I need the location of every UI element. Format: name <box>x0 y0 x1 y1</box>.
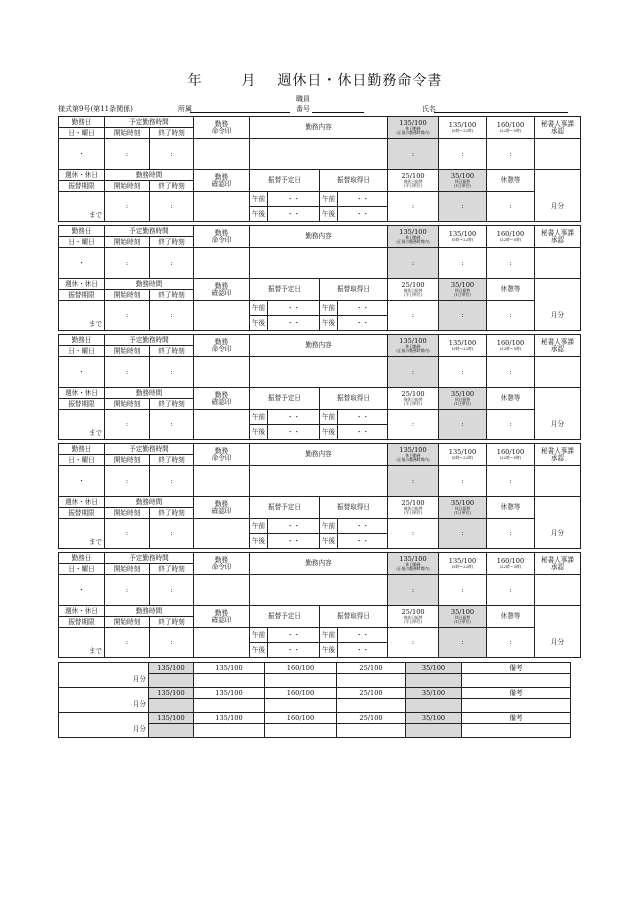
order-seal-header: 勤務 命令印 <box>194 553 250 575</box>
rate-25-header: 25/100 週休日振替 (半日単位) <box>388 279 439 301</box>
order-seal-header: 勤務 命令印 <box>194 335 250 357</box>
take-am-date[interactable]: ・・ <box>338 519 388 534</box>
confirm-seal-header: 勤務 確認印 <box>194 606 250 628</box>
take-am-label: 午前 <box>320 519 338 534</box>
work-content-cell[interactable] <box>250 248 388 279</box>
until-cell[interactable]: まで <box>59 628 105 658</box>
rate-135-header: 135/100 休日勤務 (正規の勤務時間内) <box>388 553 439 575</box>
plan-am-date[interactable]: ・・ <box>268 519 320 534</box>
plan-pm-date[interactable]: ・・ <box>268 534 320 549</box>
summary-val-35[interactable] <box>406 724 462 738</box>
approval-cell[interactable] <box>535 575 581 606</box>
holiday-header: 週休・休日 <box>59 606 105 617</box>
take-pm-label: 午後 <box>320 425 338 440</box>
rate-35-cell[interactable]: : <box>439 519 487 549</box>
work-day-header: 勤務日 <box>59 553 105 564</box>
order-block <box>58 116 581 222</box>
work-hours-header: 勤務時間 <box>105 279 194 290</box>
until-cell[interactable]: まで <box>59 301 105 331</box>
holiday-header: 週休・休日 <box>59 388 105 399</box>
sub-take-header: 振替取得日 <box>320 279 388 301</box>
summary-val-25[interactable] <box>337 674 406 688</box>
order-block <box>58 552 581 658</box>
take-pm-date[interactable]: ・・ <box>338 425 388 440</box>
order-block <box>58 225 581 331</box>
rate-160-header: 160/100 (22時〜5時) <box>487 553 535 575</box>
approval-cell[interactable] <box>535 248 581 279</box>
rate-35-header: 35/100 休日振替 (1日単位) <box>439 170 487 192</box>
end-time-header-2: 終了時刻 <box>150 399 194 410</box>
planned-time-header: 予定勤務時間 <box>105 553 194 564</box>
end-time-cell[interactable]: : <box>150 575 194 606</box>
end-time-cell-2[interactable]: : <box>150 519 194 549</box>
rate-35-header: 35/100 休日振替 (1日単位) <box>439 388 487 410</box>
sub-take-header: 振替取得日 <box>320 170 388 192</box>
work-day-cell[interactable]: ・ <box>59 139 105 170</box>
end-time-header: 終了時刻 <box>150 564 194 575</box>
end-time-header: 終了時刻 <box>150 346 194 357</box>
rest-header: 休憩等 <box>487 497 535 519</box>
holiday-header: 週休・休日 <box>59 279 105 290</box>
summary-rate-135b: 135/100 <box>194 663 265 674</box>
order-seal-cell[interactable] <box>194 139 250 170</box>
rate-25-header: 25/100 週休日振替 (半日単位) <box>388 606 439 628</box>
rate-135-cell[interactable]: : <box>388 248 439 279</box>
rate-135-header: 135/100 休日勤務 (正規の勤務時間内) <box>388 226 439 248</box>
plan-am-label: 午前 <box>250 410 268 425</box>
rest-header: 休憩等 <box>487 279 535 301</box>
take-am-date[interactable]: ・・ <box>338 410 388 425</box>
work-hours-header: 勤務時間 <box>105 497 194 508</box>
work-content-cell[interactable] <box>250 466 388 497</box>
plan-pm-label: 午後 <box>250 534 268 549</box>
order-block <box>58 334 581 440</box>
summary-val-25[interactable] <box>337 699 406 713</box>
summary-val-135[interactable] <box>149 699 194 713</box>
approval-header: 秘書人事課 承認 <box>535 226 581 248</box>
confirm-seal-cell[interactable] <box>194 628 250 658</box>
confirm-seal-header: 勤務 確認印 <box>194 497 250 519</box>
rate-35-cell[interactable]: : <box>439 301 487 331</box>
start-time-cell-2[interactable]: : <box>105 519 150 549</box>
plan-am-date[interactable]: ・・ <box>268 628 320 643</box>
summary-remarks-header: 備考 <box>462 663 571 674</box>
staff-label-1: 職員 <box>296 95 310 103</box>
title-main: 週休日・休日勤務命令書 <box>277 73 443 89</box>
summary-rate-160: 160/100 <box>265 663 337 674</box>
rate-160-cell[interactable]: : <box>487 357 535 388</box>
take-am-date[interactable]: ・・ <box>338 192 388 207</box>
approval-cell[interactable] <box>535 357 581 388</box>
summary-month-cell[interactable]: 月分 <box>59 663 149 688</box>
plan-pm-date[interactable]: ・・ <box>268 316 320 331</box>
take-pm-label: 午後 <box>320 534 338 549</box>
start-time-cell-2[interactable]: : <box>105 192 150 222</box>
rest-cell[interactable]: : <box>487 410 535 440</box>
start-time-header-2: 開始時刻 <box>105 290 150 301</box>
work-content-cell[interactable] <box>250 357 388 388</box>
take-pm-date[interactable]: ・・ <box>338 316 388 331</box>
sub-limit-header: 振替期限 <box>59 290 105 301</box>
start-time-header: 開始時刻 <box>105 128 150 139</box>
rate-25-cell[interactable]: : <box>388 628 439 658</box>
title-year: 年 <box>187 73 203 89</box>
approval-header: 秘書人事課 承認 <box>535 117 581 139</box>
order-block <box>58 443 581 549</box>
rate-135-cell[interactable]: : <box>388 466 439 497</box>
end-time-cell[interactable]: : <box>150 357 194 388</box>
start-time-cell[interactable]: : <box>105 248 150 279</box>
sub-plan-header: 振替予定日 <box>250 388 320 410</box>
summary-rate-135: 135/100 <box>149 713 194 724</box>
plan-am-label: 午前 <box>250 628 268 643</box>
rest-header: 休憩等 <box>487 170 535 192</box>
rate-160-cell[interactable]: : <box>487 466 535 497</box>
summary-val-135[interactable] <box>149 674 194 688</box>
work-content-header: 勤務内容 <box>250 553 388 575</box>
plan-am-label: 午前 <box>250 519 268 534</box>
document-title <box>0 70 630 90</box>
confirm-seal-header: 勤務 確認印 <box>194 279 250 301</box>
day-week-header: 日・曜日 <box>59 455 105 466</box>
work-day-header: 勤務日 <box>59 335 105 346</box>
holiday-header: 週休・休日 <box>59 170 105 181</box>
summary-remarks-cell[interactable] <box>462 699 571 713</box>
start-time-header-2: 開始時刻 <box>105 399 150 410</box>
start-time-cell-2[interactable]: : <box>105 628 150 658</box>
approval-header: 秘書人事課 承認 <box>535 553 581 575</box>
summary-remarks-cell[interactable] <box>462 724 571 738</box>
rate-160-cell[interactable]: : <box>487 575 535 606</box>
sub-plan-header: 振替予定日 <box>250 279 320 301</box>
start-time-header: 開始時刻 <box>105 564 150 575</box>
rate-35-header: 35/100 休日振替 (1日単位) <box>439 279 487 301</box>
plan-am-date[interactable]: ・・ <box>268 192 320 207</box>
planned-time-header: 予定勤務時間 <box>105 117 194 128</box>
approval-header: 秘書人事課 承認 <box>535 444 581 466</box>
rest-cell[interactable]: : <box>487 301 535 331</box>
rate-35-cell[interactable]: : <box>439 410 487 440</box>
work-hours-header: 勤務時間 <box>105 606 194 617</box>
sub-take-header: 振替取得日 <box>320 497 388 519</box>
planned-time-header: 予定勤務時間 <box>105 335 194 346</box>
rate-160-header: 160/100 (22時〜5時) <box>487 117 535 139</box>
summary-rate-135: 135/100 <box>149 688 194 699</box>
rate-135b-cell[interactable]: : <box>439 248 487 279</box>
day-week-header: 日・曜日 <box>59 564 105 575</box>
rate-160-header: 160/100 (22時〜5時) <box>487 335 535 357</box>
order-seal-cell[interactable] <box>194 248 250 279</box>
rate-135b-cell[interactable]: : <box>439 466 487 497</box>
dept-field[interactable] <box>190 112 290 113</box>
start-time-header: 開始時刻 <box>105 455 150 466</box>
end-time-header-2: 終了時刻 <box>150 617 194 628</box>
plan-am-label: 午前 <box>250 192 268 207</box>
start-time-header: 開始時刻 <box>105 346 150 357</box>
work-content-header: 勤務内容 <box>250 444 388 466</box>
rate-35-header: 35/100 休日振替 (1日単位) <box>439 497 487 519</box>
rest-cell[interactable]: : <box>487 628 535 658</box>
work-day-cell[interactable]: ・ <box>59 357 105 388</box>
end-time-cell[interactable]: : <box>150 248 194 279</box>
end-time-header: 終了時刻 <box>150 455 194 466</box>
month-part-cell[interactable]: 月分 <box>535 170 581 222</box>
summary-val-160[interactable] <box>265 674 337 688</box>
work-content-header: 勤務内容 <box>250 226 388 248</box>
work-content-cell[interactable] <box>250 139 388 170</box>
take-pm-date[interactable]: ・・ <box>338 643 388 658</box>
order-seal-header: 勤務 命令印 <box>194 117 250 139</box>
order-seal-header: 勤務 命令印 <box>194 444 250 466</box>
summary-val-160[interactable] <box>265 724 337 738</box>
rate-35-cell[interactable]: : <box>439 628 487 658</box>
start-time-cell[interactable]: : <box>105 575 150 606</box>
approval-cell[interactable] <box>535 139 581 170</box>
work-day-cell[interactable]: ・ <box>59 575 105 606</box>
rate-135b-cell[interactable]: : <box>439 575 487 606</box>
sub-take-header: 振替取得日 <box>320 606 388 628</box>
approval-cell[interactable] <box>535 466 581 497</box>
summary-rate-160: 160/100 <box>265 713 337 724</box>
summary-month-cell[interactable]: 月分 <box>59 688 149 713</box>
work-content-header: 勤務内容 <box>250 335 388 357</box>
take-pm-label: 午後 <box>320 207 338 222</box>
sub-limit-header: 振替期限 <box>59 181 105 192</box>
rate-25-cell[interactable]: : <box>388 301 439 331</box>
rate-135-cell[interactable]: : <box>388 357 439 388</box>
confirm-seal-cell[interactable] <box>194 301 250 331</box>
form-number: 様式第9号(第11条関係) <box>58 105 133 113</box>
end-time-cell-2[interactable]: : <box>150 301 194 331</box>
plan-pm-label: 午後 <box>250 207 268 222</box>
summary-rate-25: 25/100 <box>337 663 406 674</box>
plan-pm-date[interactable]: ・・ <box>268 643 320 658</box>
rate-160-cell[interactable]: : <box>487 139 535 170</box>
order-seal-header: 勤務 命令印 <box>194 226 250 248</box>
end-time-cell[interactable]: : <box>150 139 194 170</box>
rest-header: 休憩等 <box>487 388 535 410</box>
plan-am-date[interactable]: ・・ <box>268 301 320 316</box>
plan-pm-label: 午後 <box>250 316 268 331</box>
summary-val-135b[interactable] <box>194 674 265 688</box>
summary-remarks-header: 備考 <box>462 688 571 699</box>
summary-remarks-header: 備考 <box>462 713 571 724</box>
confirm-seal-cell[interactable] <box>194 192 250 222</box>
sub-limit-header: 振替期限 <box>59 617 105 628</box>
rest-cell[interactable]: : <box>487 519 535 549</box>
rest-cell[interactable]: : <box>487 192 535 222</box>
start-time-cell-2[interactable]: : <box>105 301 150 331</box>
end-time-header-2: 終了時刻 <box>150 290 194 301</box>
plan-am-date[interactable]: ・・ <box>268 410 320 425</box>
take-am-label: 午前 <box>320 301 338 316</box>
day-week-header: 日・曜日 <box>59 237 105 248</box>
summary-rate-35: 35/100 <box>406 663 462 674</box>
name-label: 氏名 <box>422 105 436 113</box>
order-seal-cell[interactable] <box>194 357 250 388</box>
summary-rate-160: 160/100 <box>265 688 337 699</box>
rate-135b-header: 135/100 (5時〜22時) <box>439 553 487 575</box>
rate-135b-cell[interactable]: : <box>439 139 487 170</box>
summary-val-35[interactable] <box>406 674 462 688</box>
rate-25-cell[interactable]: : <box>388 192 439 222</box>
plan-pm-date[interactable]: ・・ <box>268 207 320 222</box>
until-cell[interactable]: まで <box>59 410 105 440</box>
summary-val-160[interactable] <box>265 699 337 713</box>
take-am-date[interactable]: ・・ <box>338 301 388 316</box>
month-part-cell[interactable]: 月分 <box>535 388 581 440</box>
sub-limit-header: 振替期限 <box>59 399 105 410</box>
summary-val-135b[interactable] <box>194 724 265 738</box>
rate-160-header: 160/100 (22時〜5時) <box>487 226 535 248</box>
rate-35-header: 35/100 休日振替 (1日単位) <box>439 606 487 628</box>
summary-table <box>58 662 571 738</box>
sub-plan-header: 振替予定日 <box>250 497 320 519</box>
plan-am-label: 午前 <box>250 301 268 316</box>
summary-rate-135b: 135/100 <box>194 713 265 724</box>
take-pm-label: 午後 <box>320 643 338 658</box>
rest-header: 休憩等 <box>487 606 535 628</box>
take-pm-label: 午後 <box>320 316 338 331</box>
take-pm-date[interactable]: ・・ <box>338 207 388 222</box>
confirm-seal-cell[interactable] <box>194 410 250 440</box>
month-part-cell[interactable]: 月分 <box>535 279 581 331</box>
sub-take-header: 振替取得日 <box>320 388 388 410</box>
plan-pm-date[interactable]: ・・ <box>268 425 320 440</box>
work-day-header: 勤務日 <box>59 444 105 455</box>
rate-135-header: 135/100 休日勤務 (正規の勤務時間内) <box>388 335 439 357</box>
summary-remarks-cell[interactable] <box>462 674 571 688</box>
staff-label-2: 番号 <box>296 105 310 113</box>
take-am-label: 午前 <box>320 192 338 207</box>
rate-35-cell[interactable]: : <box>439 192 487 222</box>
rate-160-header: 160/100 (22時〜5時) <box>487 444 535 466</box>
summary-rate-25: 25/100 <box>337 688 406 699</box>
summary-rate-135b: 135/100 <box>194 688 265 699</box>
start-time-cell[interactable]: : <box>105 466 150 497</box>
take-pm-date[interactable]: ・・ <box>338 534 388 549</box>
work-day-header: 勤務日 <box>59 226 105 237</box>
rate-135b-header: 135/100 (5時〜22時) <box>439 444 487 466</box>
holiday-header: 週休・休日 <box>59 497 105 508</box>
rate-25-cell[interactable]: : <box>388 519 439 549</box>
end-time-cell-2[interactable]: : <box>150 410 194 440</box>
rate-25-header: 25/100 週休日振替 (半日単位) <box>388 497 439 519</box>
rate-135-header: 135/100 休日勤務 (正規の勤務時間内) <box>388 117 439 139</box>
summary-val-135b[interactable] <box>194 699 265 713</box>
plan-pm-label: 午後 <box>250 425 268 440</box>
start-time-cell[interactable]: : <box>105 357 150 388</box>
take-am-label: 午前 <box>320 410 338 425</box>
until-cell[interactable]: まで <box>59 192 105 222</box>
work-day-cell[interactable]: ・ <box>59 248 105 279</box>
order-seal-cell[interactable] <box>194 575 250 606</box>
rate-160-cell[interactable]: : <box>487 248 535 279</box>
planned-time-header: 予定勤務時間 <box>105 226 194 237</box>
work-day-header: 勤務日 <box>59 117 105 128</box>
summary-rate-35: 35/100 <box>406 688 462 699</box>
rate-135b-header: 135/100 (5時〜22時) <box>439 335 487 357</box>
plan-pm-label: 午後 <box>250 643 268 658</box>
day-week-header: 日・曜日 <box>59 346 105 357</box>
summary-rate-135: 135/100 <box>149 663 194 674</box>
confirm-seal-cell[interactable] <box>194 519 250 549</box>
start-time-header-2: 開始時刻 <box>105 508 150 519</box>
month-part-cell[interactable]: 月分 <box>535 606 581 658</box>
start-time-cell-2[interactable]: : <box>105 410 150 440</box>
summary-rate-35: 35/100 <box>406 713 462 724</box>
sub-limit-header: 振替期限 <box>59 508 105 519</box>
rate-25-header: 25/100 週休日振替 (半日単位) <box>388 388 439 410</box>
work-content-cell[interactable] <box>250 575 388 606</box>
take-am-label: 午前 <box>320 628 338 643</box>
confirm-seal-header: 勤務 確認印 <box>194 170 250 192</box>
sub-plan-header: 振替予定日 <box>250 606 320 628</box>
end-time-cell[interactable]: : <box>150 466 194 497</box>
end-time-header-2: 終了時刻 <box>150 181 194 192</box>
summary-rate-25: 25/100 <box>337 713 406 724</box>
name-field[interactable] <box>434 112 568 113</box>
start-time-header-2: 開始時刻 <box>105 181 150 192</box>
start-time-header-2: 開始時刻 <box>105 617 150 628</box>
approval-header: 秘書人事課 承認 <box>535 335 581 357</box>
end-time-header-2: 終了時刻 <box>150 508 194 519</box>
summary-month-cell[interactable]: 月分 <box>59 713 149 738</box>
work-day-cell[interactable]: ・ <box>59 466 105 497</box>
summary-val-25[interactable] <box>337 724 406 738</box>
title-month: 月 <box>241 73 257 89</box>
end-time-header: 終了時刻 <box>150 128 194 139</box>
end-time-cell-2[interactable]: : <box>150 628 194 658</box>
order-seal-cell[interactable] <box>194 466 250 497</box>
end-time-cell-2[interactable]: : <box>150 192 194 222</box>
work-hours-header: 勤務時間 <box>105 388 194 399</box>
confirm-seal-header: 勤務 確認印 <box>194 388 250 410</box>
rate-135b-cell[interactable]: : <box>439 357 487 388</box>
until-cell[interactable]: まで <box>59 519 105 549</box>
rate-135-cell[interactable]: : <box>388 575 439 606</box>
rate-135-header: 135/100 休日勤務 (正規の勤務時間内) <box>388 444 439 466</box>
take-am-date[interactable]: ・・ <box>338 628 388 643</box>
start-time-header: 開始時刻 <box>105 237 150 248</box>
rate-25-cell[interactable]: : <box>388 410 439 440</box>
rate-135b-header: 135/100 (5時〜22時) <box>439 226 487 248</box>
planned-time-header: 予定勤務時間 <box>105 444 194 455</box>
month-part-cell[interactable]: 月分 <box>535 497 581 549</box>
rate-135-cell[interactable]: : <box>388 139 439 170</box>
work-hours-header: 勤務時間 <box>105 170 194 181</box>
work-content-header: 勤務内容 <box>250 117 388 139</box>
day-week-header: 日・曜日 <box>59 128 105 139</box>
end-time-header: 終了時刻 <box>150 237 194 248</box>
rate-25-header: 25/100 週休日振替 (半日単位) <box>388 170 439 192</box>
sub-plan-header: 振替予定日 <box>250 170 320 192</box>
start-time-cell[interactable]: : <box>105 139 150 170</box>
staff-number-field[interactable] <box>312 112 364 113</box>
rate-135b-header: 135/100 (5時〜22時) <box>439 117 487 139</box>
dept-label: 所属 <box>178 105 192 113</box>
summary-val-35[interactable] <box>406 699 462 713</box>
summary-val-135[interactable] <box>149 724 194 738</box>
